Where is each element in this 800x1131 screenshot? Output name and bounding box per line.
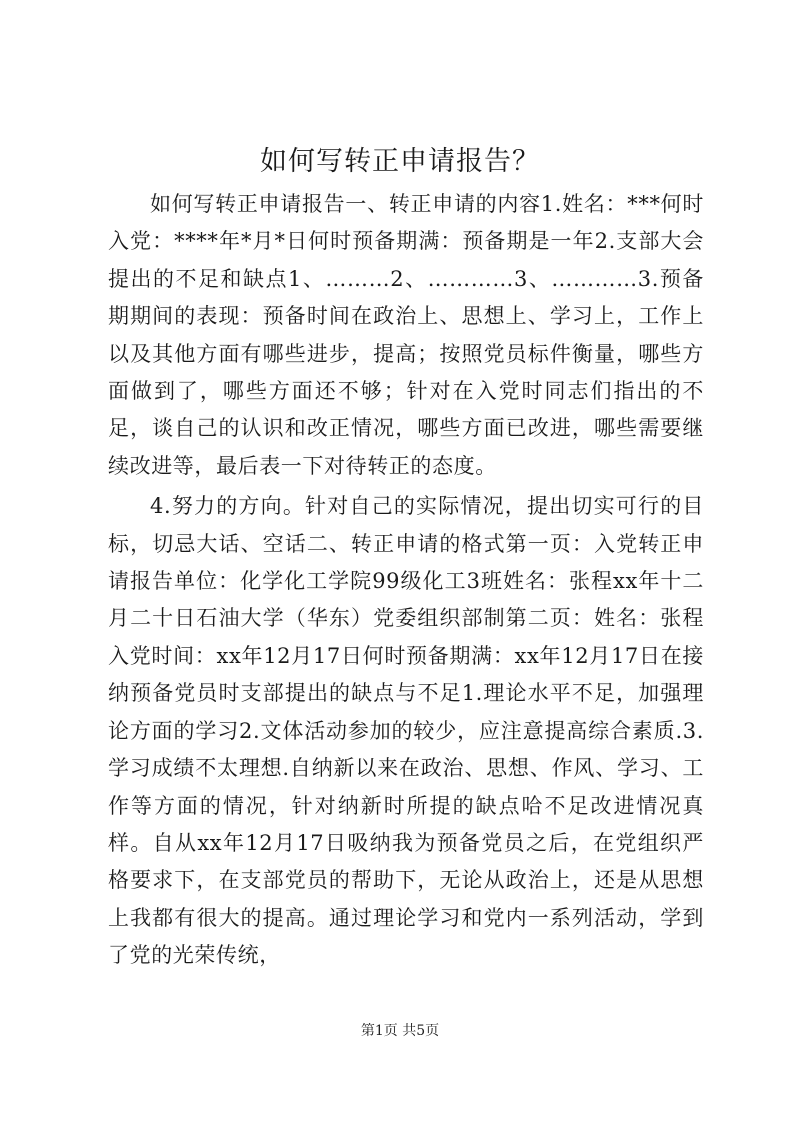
document-body: [108, 186, 704, 975]
page-footer: 第1页 共5页: [360, 1023, 440, 1039]
paragraph-1: 如何写转正申请报告一、转正申请的内容1.姓名：***何时入党：****年*月*日何时预备期满：预备期是一年2.支部大会提出的不足和缺点1、………2、…………3、…………3.预备期期间的表现：预备时间在政治上、思想上、学习上，工作上以及其他方面有哪些进步，提高；按照党员标件衡量，哪些方面做到了，哪些方面还不够；针对在入党时同志们指出的不足，谈自己的认识和改正情况，哪些方面已改进，哪些需要继续改进等，最后表一下对待转正的态度。: [108, 192, 704, 478]
page-title: 如何写转正申请报告？: [260, 146, 540, 177]
paragraph-2: 4.努力的方向。针对自己的实际情况，提出切实可行的目标，切忌大话、空话二、转正申请的格式第一页：入党转正申请报告单位：化学化工学院99级化工3班姓名：张程xx年十二月二十日石油大学（华东）党委组织部制第二页：姓名：张程入党时间：xx年12月17日何时预备期满：xx年12月17日在接纳预备党员时支部提出的缺点与不足1.理论水平不足，加强理论方面的学习2.文体活动参加的较少，应注意提高综合素质.3.学习成绩不太理想.自纳新以来在政治、思想、作风、学习、工作等方面的情况，针对纳新时所提的缺点哈不足改进情况真样。自从xx年12月17日吸纳我为预备党员之后，在党组织严格要求下，在支部党员的帮助下，无论从政治上，还是从思想上我都有很大的提高。通过理论学习和党内一系列活动，学到了党的光荣传统，: [108, 494, 704, 968]
